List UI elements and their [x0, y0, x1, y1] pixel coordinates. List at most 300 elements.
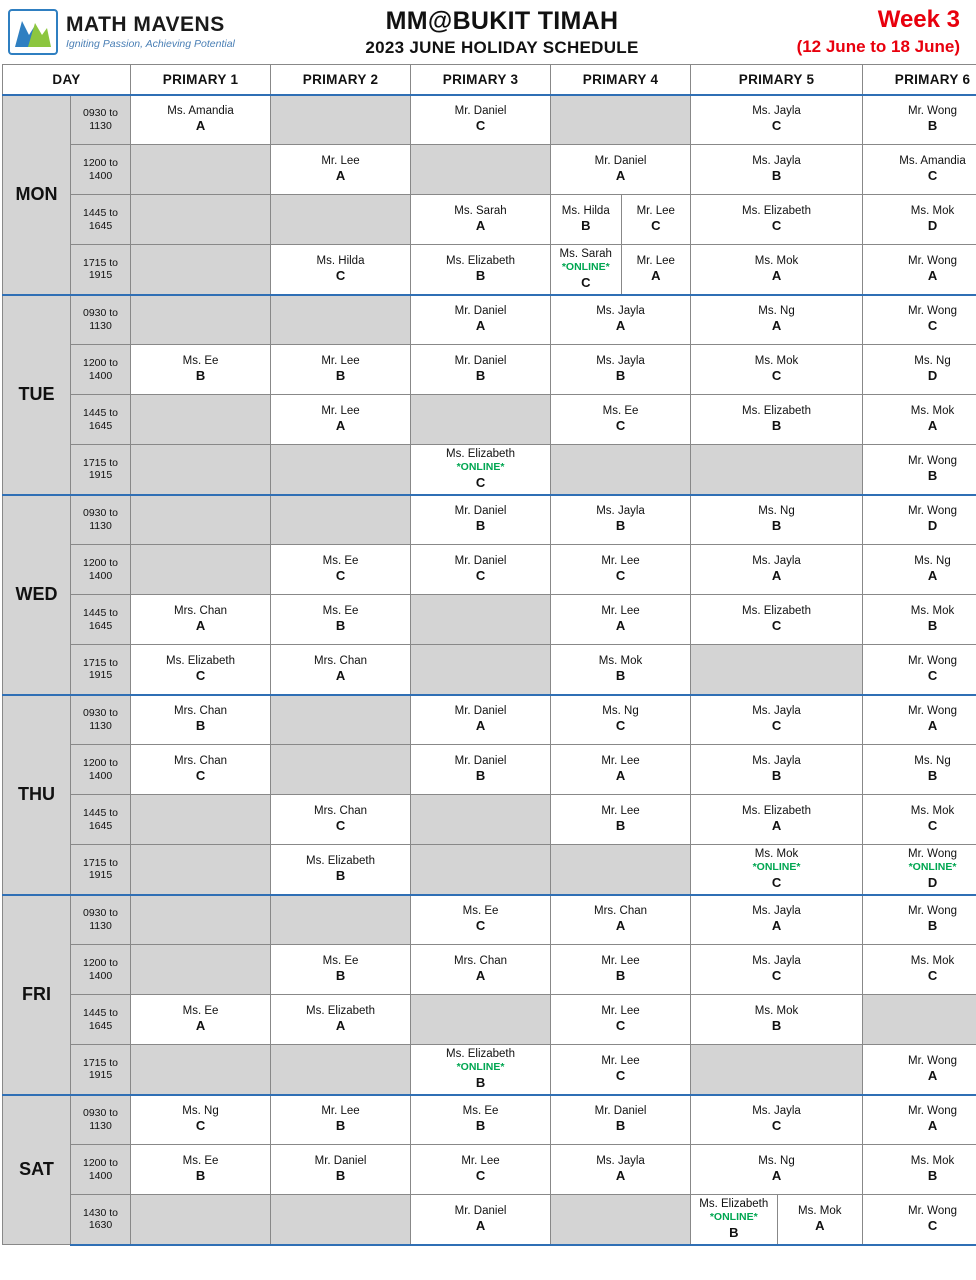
schedule-cell[interactable] [271, 345, 411, 395]
schedule-cell[interactable] [551, 245, 621, 294]
schedule-cell[interactable] [551, 195, 621, 244]
schedule-cell[interactable] [863, 645, 976, 695]
teacher-name: Mr. Lee [601, 1004, 640, 1017]
teacher-name: Mrs. Chan [173, 604, 228, 617]
time-slot-label: 0930 to 1130 [71, 895, 131, 945]
teacher-name: Mr. Lee [636, 204, 675, 217]
schedule-cell[interactable] [131, 595, 271, 645]
teacher-name: Ms. Elizabeth [742, 204, 812, 217]
schedule-cell[interactable] [863, 1195, 976, 1245]
teacher-name: Ms. Elizabeth [166, 654, 236, 667]
teacher-name: Ms. Jayla [596, 305, 645, 318]
teacher-name: Mrs. Chan [173, 705, 228, 718]
schedule-cell[interactable] [691, 95, 863, 145]
table-header [3, 65, 976, 95]
time-slot-label: 1200 to 1400 [71, 145, 131, 195]
teacher-name: Ms. Mok [910, 804, 955, 817]
teacher-name: Ms. Jayla [752, 905, 801, 918]
teacher-name: Ms. Ee [322, 954, 359, 967]
class-group: B [771, 418, 782, 434]
table-row [3, 145, 976, 195]
schedule-cell[interactable] [691, 895, 863, 945]
table-row [3, 695, 976, 745]
class-group: B [195, 1168, 206, 1184]
class-group: B [475, 1074, 486, 1090]
schedule-cell[interactable] [863, 1095, 976, 1145]
schedule-cell[interactable] [551, 895, 691, 945]
schedule-cell-empty [271, 1045, 411, 1095]
schedule-cell[interactable] [691, 1145, 863, 1195]
table-row [3, 545, 976, 595]
schedule-cell[interactable] [131, 345, 271, 395]
teacher-name: Mr. Daniel [454, 354, 507, 367]
schedule-cell[interactable] [411, 545, 551, 595]
class-group: A [615, 918, 626, 934]
table-row [3, 495, 976, 545]
class-group: C [927, 1217, 938, 1233]
class-group: C [771, 118, 782, 134]
teacher-name: Mr. Wong [908, 705, 958, 718]
schedule-cell[interactable] [691, 945, 863, 995]
class-group: A [195, 118, 206, 134]
schedule-cell[interactable] [691, 995, 863, 1045]
schedule-cell[interactable] [691, 145, 863, 195]
schedule-cell-empty [411, 995, 551, 1045]
schedule-cell-empty [411, 395, 551, 445]
class-group: C [335, 818, 346, 834]
table-row [3, 1145, 976, 1195]
teacher-name: Mr. Wong [908, 905, 958, 918]
teacher-name: Ms. Ee [602, 404, 639, 417]
schedule-cell[interactable] [271, 245, 411, 295]
schedule-cell-split[interactable] [551, 195, 691, 245]
schedule-cell[interactable] [551, 295, 691, 345]
schedule-cell[interactable] [863, 1045, 976, 1095]
schedule-cell[interactable] [691, 1195, 777, 1244]
online-badge: *ONLINE* [908, 861, 957, 874]
teacher-name: Ms. Amandia [899, 154, 966, 167]
schedule-cell[interactable] [691, 595, 863, 645]
schedule-cell[interactable] [411, 695, 551, 745]
schedule-cell[interactable] [411, 895, 551, 945]
time-slot-label: 1200 to 1400 [71, 945, 131, 995]
teacher-name: Ms. Ee [322, 604, 359, 617]
class-group: B [927, 1168, 938, 1184]
page-subtitle: 2023 JUNE HOLIDAY SCHEDULE [365, 37, 639, 57]
class-group: A [615, 768, 626, 784]
teacher-name: Ms. Ng [758, 505, 795, 518]
teacher-name: Mr. Lee [321, 404, 360, 417]
time-slot-label: 1715 to 1915 [71, 1045, 131, 1095]
schedule-cell[interactable] [131, 995, 271, 1045]
schedule-cell[interactable] [863, 145, 976, 195]
day-label-wed: WED [3, 495, 71, 695]
online-badge: *ONLINE* [709, 1211, 758, 1224]
class-group: B [615, 818, 626, 834]
teacher-name: Ms. Jayla [596, 1154, 645, 1167]
class-group: B [771, 168, 782, 184]
class-group: C [615, 718, 626, 734]
schedule-cell[interactable] [411, 95, 551, 145]
teacher-name: Ms. Mok [754, 848, 799, 861]
class-group: A [475, 1217, 486, 1233]
page-title: MM@BUKIT TIMAH [385, 6, 619, 35]
schedule-cell-empty [411, 145, 551, 195]
teacher-name: Ms. Ng [758, 1154, 795, 1167]
schedule-cell[interactable] [863, 695, 976, 745]
class-group: A [927, 418, 938, 434]
class-group: C [771, 618, 782, 634]
schedule-cell[interactable] [691, 1095, 863, 1145]
teacher-name: Ms. Ng [914, 554, 951, 567]
schedule-cell[interactable] [551, 645, 691, 695]
teacher-name: Ms. Elizabeth [742, 404, 812, 417]
teacher-name: Mr. Wong [908, 1204, 958, 1217]
teacher-name: Mr. Lee [601, 804, 640, 817]
schedule-cell[interactable] [863, 945, 976, 995]
class-group: A [335, 418, 346, 434]
time-slot-label: 1715 to 1915 [71, 845, 131, 895]
schedule-cell[interactable] [271, 545, 411, 595]
class-group: B [615, 667, 626, 683]
teacher-name: Mr. Wong [908, 654, 958, 667]
schedule-cell[interactable] [863, 795, 976, 845]
schedule-cell[interactable] [691, 545, 863, 595]
schedule-cell[interactable] [551, 395, 691, 445]
teacher-name: Mr. Daniel [454, 705, 507, 718]
class-group: C [771, 218, 782, 234]
column-header-primary-3: PRIMARY 3 [411, 65, 551, 95]
class-group: C [581, 274, 591, 290]
schedule-cell[interactable] [131, 695, 271, 745]
table-row [3, 995, 976, 1045]
schedule-cell-empty [271, 495, 411, 545]
class-group: D [927, 518, 938, 534]
schedule-cell[interactable] [271, 945, 411, 995]
class-group: C [651, 218, 661, 234]
table-row [3, 245, 976, 295]
schedule-cell[interactable] [551, 795, 691, 845]
schedule-cell[interactable] [863, 745, 976, 795]
schedule-cell[interactable] [551, 945, 691, 995]
time-slot-label: 0930 to 1130 [71, 95, 131, 145]
schedule-cell[interactable] [271, 845, 411, 895]
teacher-name: Ms. Ng [758, 305, 795, 318]
teacher-name: Ms. Mok [910, 954, 955, 967]
schedule-cell-empty [271, 695, 411, 745]
schedule-cell[interactable] [411, 245, 551, 295]
class-group: A [927, 1118, 938, 1134]
schedule-cell-empty [131, 945, 271, 995]
schedule-cell-empty [271, 895, 411, 945]
class-group: A [771, 318, 782, 334]
schedule-cell[interactable] [271, 595, 411, 645]
day-label-thu: THU [3, 695, 71, 895]
class-group: A [335, 1018, 346, 1034]
schedule-cell[interactable] [863, 195, 976, 245]
schedule-cell[interactable] [551, 145, 691, 195]
schedule-cell[interactable] [863, 345, 976, 395]
schedule-cell[interactable] [411, 295, 551, 345]
schedule-cell-empty [551, 95, 691, 145]
schedule-cell-empty [131, 145, 271, 195]
schedule-cell-empty [131, 795, 271, 845]
teacher-name: Ms. Mok [754, 254, 799, 267]
class-group: C [335, 267, 346, 283]
time-slot-label: 0930 to 1130 [71, 295, 131, 345]
class-group: A [927, 718, 938, 734]
teacher-name: Ms. Mok [598, 654, 643, 667]
schedule-cell[interactable] [691, 295, 863, 345]
class-group: C [195, 1118, 206, 1134]
class-group: C [927, 968, 938, 984]
schedule-cell[interactable] [691, 345, 863, 395]
schedule-cell-split[interactable] [551, 245, 691, 295]
schedule-cell-empty [411, 595, 551, 645]
time-slot-label: 1445 to 1645 [71, 395, 131, 445]
class-group: A [771, 818, 782, 834]
schedule-cell[interactable] [271, 145, 411, 195]
schedule-cell[interactable] [131, 1145, 271, 1195]
online-badge: *ONLINE* [456, 461, 505, 474]
schedule-cell[interactable] [411, 1145, 551, 1195]
teacher-name: Ms. Mok [910, 604, 955, 617]
class-group: C [771, 1118, 782, 1134]
schedule-cell[interactable] [131, 745, 271, 795]
teacher-name: Mrs. Chan [313, 804, 368, 817]
schedule-cell[interactable] [863, 445, 976, 495]
class-group: C [475, 568, 486, 584]
schedule-cell[interactable] [551, 1095, 691, 1145]
column-header-primary-5: PRIMARY 5 [691, 65, 863, 95]
schedule-cell-split[interactable] [691, 1195, 863, 1245]
schedule-cell[interactable] [551, 595, 691, 645]
teacher-name: Ms. Elizabeth [742, 604, 812, 617]
header-row [3, 65, 976, 95]
schedule-cell[interactable] [551, 345, 691, 395]
class-group: D [927, 218, 938, 234]
schedule-cell[interactable] [271, 645, 411, 695]
schedule-cell[interactable] [863, 395, 976, 445]
time-slot-label: 1715 to 1915 [71, 645, 131, 695]
teacher-name: Ms. Jayla [752, 705, 801, 718]
class-group: C [475, 474, 486, 490]
teacher-name: Mr. Daniel [454, 1204, 507, 1217]
schedule-cell[interactable] [863, 495, 976, 545]
teacher-name: Mrs. Chan [313, 654, 368, 667]
schedule-cell[interactable] [271, 1095, 411, 1145]
column-header-day: DAY [3, 65, 131, 95]
teacher-name: Ms. Ee [462, 905, 499, 918]
schedule-cell[interactable] [551, 495, 691, 545]
schedule-cell-empty [551, 445, 691, 495]
schedule-cell[interactable] [621, 245, 691, 294]
schedule-cell[interactable] [411, 445, 551, 495]
teacher-name: Mr. Wong [908, 1054, 958, 1067]
schedule-cell[interactable] [863, 1145, 976, 1195]
table-row [3, 445, 976, 495]
time-slot-label: 0930 to 1130 [71, 695, 131, 745]
schedule-cell[interactable] [863, 295, 976, 345]
class-group: A [335, 667, 346, 683]
class-group: C [475, 118, 486, 134]
class-group: B [335, 368, 346, 384]
table-row [3, 1195, 976, 1245]
schedule-cell-empty [131, 1195, 271, 1245]
time-slot-label: 1200 to 1400 [71, 745, 131, 795]
class-group: B [615, 968, 626, 984]
teacher-name: Ms. Mok [798, 1204, 842, 1217]
teacher-name: Mr. Lee [321, 154, 360, 167]
table-row [3, 795, 976, 845]
schedule-cell[interactable] [863, 595, 976, 645]
class-group: B [195, 368, 206, 384]
teacher-name: Ms. Sarah [454, 204, 507, 217]
schedule-cell[interactable] [551, 1045, 691, 1095]
schedule-cell-empty [131, 495, 271, 545]
schedule-cell[interactable] [691, 195, 863, 245]
title-block [278, 7, 726, 57]
schedule-cell[interactable] [131, 645, 271, 695]
brand-text [66, 14, 235, 50]
schedule-cell[interactable] [621, 195, 691, 244]
teacher-name: Ms. Jayla [752, 954, 801, 967]
class-group: A [927, 568, 938, 584]
class-group: B [335, 968, 346, 984]
teacher-name: Ms. Ee [182, 1154, 219, 1167]
schedule-cell[interactable] [411, 1045, 551, 1095]
schedule-cell[interactable] [551, 745, 691, 795]
schedule-cell[interactable] [691, 845, 863, 895]
class-group: C [195, 768, 206, 784]
teacher-name: Ms. Jayla [596, 354, 645, 367]
schedule-cell-empty [271, 95, 411, 145]
class-group: A [195, 618, 206, 634]
teacher-name: Ms. Mok [910, 404, 955, 417]
schedule-cell[interactable] [551, 1145, 691, 1195]
teacher-name: Mr. Lee [636, 254, 675, 267]
teacher-name: Ms. Elizabeth [306, 854, 376, 867]
schedule-cell[interactable] [691, 395, 863, 445]
schedule-cell[interactable] [691, 745, 863, 795]
schedule-cell[interactable] [411, 1195, 551, 1245]
teacher-name: Mr. Lee [601, 554, 640, 567]
schedule-cell[interactable] [691, 695, 863, 745]
schedule-cell[interactable] [411, 195, 551, 245]
table-row [3, 1045, 976, 1095]
teacher-name: Ms. Elizabeth [742, 804, 812, 817]
schedule-cell[interactable] [863, 245, 976, 295]
class-group: C [927, 667, 938, 683]
schedule-cell[interactable] [551, 545, 691, 595]
teacher-name: Ms. Ng [914, 754, 951, 767]
schedule-cell[interactable] [131, 95, 271, 145]
schedule-cell[interactable] [271, 1145, 411, 1195]
class-group: D [927, 874, 938, 890]
teacher-name: Ms. Jayla [752, 154, 801, 167]
schedule-cell[interactable] [863, 845, 976, 895]
online-badge: *ONLINE* [752, 861, 801, 874]
time-slot-label: 1430 to 1630 [71, 1195, 131, 1245]
schedule-cell[interactable] [551, 995, 691, 1045]
teacher-name: Ms. Sarah [559, 248, 612, 261]
schedule-cell[interactable] [691, 245, 863, 295]
time-slot-label: 1445 to 1645 [71, 795, 131, 845]
schedule-cell[interactable] [271, 395, 411, 445]
teacher-name: Ms. Ee [182, 354, 219, 367]
class-group: A [771, 918, 782, 934]
teacher-name: Mr. Wong [908, 105, 958, 118]
table-row [3, 745, 976, 795]
class-group: D [927, 368, 938, 384]
teacher-name: Ms. Ng [914, 354, 951, 367]
class-group: B [615, 1118, 626, 1134]
schedule-cell[interactable] [411, 1095, 551, 1145]
teacher-name: Mr. Daniel [454, 554, 507, 567]
teacher-name: Mr. Wong [908, 848, 958, 861]
schedule-cell[interactable] [863, 95, 976, 145]
schedule-cell[interactable] [271, 995, 411, 1045]
table-row [3, 645, 976, 695]
teacher-name: Ms. Elizabeth [446, 1048, 516, 1061]
schedule-cell[interactable] [691, 495, 863, 545]
schedule-cell-empty [411, 795, 551, 845]
online-badge: *ONLINE* [456, 1061, 505, 1074]
teacher-name: Mr. Wong [908, 454, 958, 467]
teacher-name: Ms. Elizabeth [446, 254, 516, 267]
schedule-cell[interactable] [411, 745, 551, 795]
class-group: B [475, 518, 486, 534]
schedule-cell[interactable] [777, 1195, 863, 1244]
column-header-primary-2: PRIMARY 2 [271, 65, 411, 95]
schedule-cell[interactable] [691, 795, 863, 845]
teacher-name: Mrs. Chan [173, 754, 228, 767]
class-group: A [195, 1018, 206, 1034]
schedule-cell-empty [691, 445, 863, 495]
schedule-cell[interactable] [863, 545, 976, 595]
teacher-name: Mrs. Chan [453, 954, 508, 967]
class-group: A [335, 168, 346, 184]
class-group: B [729, 1224, 739, 1240]
schedule-cell[interactable] [271, 795, 411, 845]
schedule-cell[interactable] [863, 895, 976, 945]
teacher-name: Ms. Hilda [561, 204, 610, 217]
day-label-tue: TUE [3, 295, 71, 495]
class-group: B [615, 518, 626, 534]
day-label-fri: FRI [3, 895, 71, 1095]
schedule-cell-empty [131, 395, 271, 445]
schedule-cell[interactable] [131, 1095, 271, 1145]
class-group: B [581, 218, 591, 234]
schedule-cell-empty [271, 1195, 411, 1245]
teacher-name: Ms. Amandia [167, 105, 234, 118]
week-range: (12 June to 18 June) [796, 37, 960, 57]
schedule-cell-empty [131, 845, 271, 895]
teacher-name: Ms. Jayla [596, 505, 645, 518]
class-group: C [927, 818, 938, 834]
class-group: B [335, 867, 346, 883]
schedule-cell[interactable] [411, 345, 551, 395]
class-group: A [475, 318, 486, 334]
schedule-cell[interactable] [411, 945, 551, 995]
schedule-cell[interactable] [411, 495, 551, 545]
teacher-name: Mr. Daniel [454, 105, 507, 118]
teacher-name: Ms. Jayla [752, 105, 801, 118]
teacher-name: Ms. Mok [910, 1154, 955, 1167]
time-slot-label: 1715 to 1915 [71, 245, 131, 295]
schedule-cell[interactable] [551, 695, 691, 745]
class-group: C [615, 418, 626, 434]
